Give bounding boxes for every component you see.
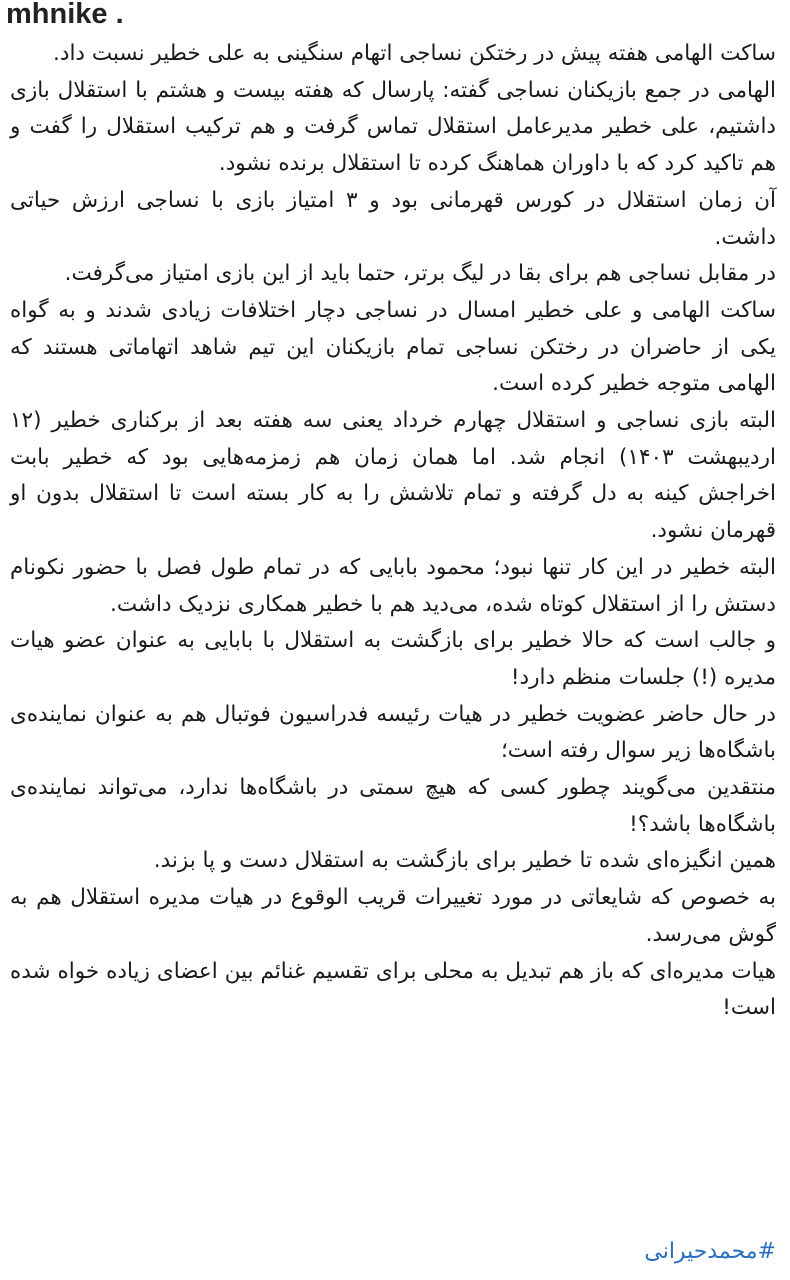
paragraph: همین انگیزه‌ای شده تا خطیر برای بازگشت به استقلال دست و پا بزند. — [153, 848, 776, 874]
paragraph: الهامی در جمع بازیکنان نساجی گفته: پارسال که هفته بیست و هشتم با استقلال بازی داشتیم، علی خطیر مدیرعامل استقلال تماس گرفت و هم ترکیب استقلال را گفت و هم تاکید کرد که با داوران هماهنگ کرده تا استقلال برنده نشود. — [10, 77, 776, 177]
paragraph: آن زمان استقلال در کورس قهرمانی بود و ۳ امتیاز بازی با نساجی ارزش حیاتی داشت. — [10, 187, 776, 250]
paragraph: و جالب است که حالا خطیر برای بازگشت به استقلال با بابایی به عنوان عضو هیات مدیره (!) جلسات منظم دارد! — [10, 628, 776, 690]
paragraph: هیات مدیره‌ای که باز هم تبدیل به محلی برای تقسیم غنائم بین اعضای زیاده خواه شده است! — [10, 958, 776, 1021]
paragraph: البته خطیر در این کار تنها نبود؛ محمود بابایی که در تمام طول فصل با حضور نکونام دستش را از استقلال کوتاه شده، می‌دید هم با خطیر همکاری نزدیک داشت. — [10, 554, 776, 617]
paragraph: به خصوص که شایعاتی در مورد تغییرات قریب الوقوع در هیات مدیره استقلال هم به گوش می‌رسد. — [10, 885, 776, 947]
paragraph: در مقابل نساجی هم برای بقا در لیگ برتر، حتما باید از این بازی امتیاز می‌گرفت. — [64, 261, 776, 287]
paragraph: البته بازی نساجی و استقلال چهارم خرداد یعنی سه هفته بعد از برکناری خطیر (۱۲ اردیبهشت ۱۴۰۳) انجام شد. اما همان زمان هم زمزمه‌هایی بود که خطیر بابت اخراجش کینه به دل گرفته و تمام تلاشش را به کار بسته است تا استقلال بدون او قهرمان نشود. — [10, 408, 776, 544]
paragraph: در حال حاضر عضویت خطیر در هیات رئیسه فدراسیون فوتبال هم به عنوان نماینده‌ی باشگاه‌ها زیر سوال رفته است؛ — [10, 701, 776, 764]
post-text — [10, 36, 776, 1027]
paragraph: منتقدین می‌گویند چطور کسی که هیچ سمتی در باشگاه‌ها ندارد، می‌تواند نماینده‌ی باشگاه‌ها باشد؟! — [10, 775, 776, 837]
username[interactable]: mhnike . — [6, 0, 124, 30]
hashtag-link[interactable]: #محمدحیرانی — [644, 1239, 776, 1264]
paragraph: ساکت الهامی و علی خطیر امسال در نساجی دچار اختلافات زیادی شدند و به گواه یکی از حاضران در رختکن نساجی تمام بازیکنان این تیم شاهد اتهاماتی هستند که الهامی متوجه خطیر کرده است. — [10, 297, 776, 397]
paragraph: ساکت الهامی هفته پیش در رختکن نساجی اتهام سنگینی به علی خطیر نسبت داد. — [53, 41, 776, 66]
